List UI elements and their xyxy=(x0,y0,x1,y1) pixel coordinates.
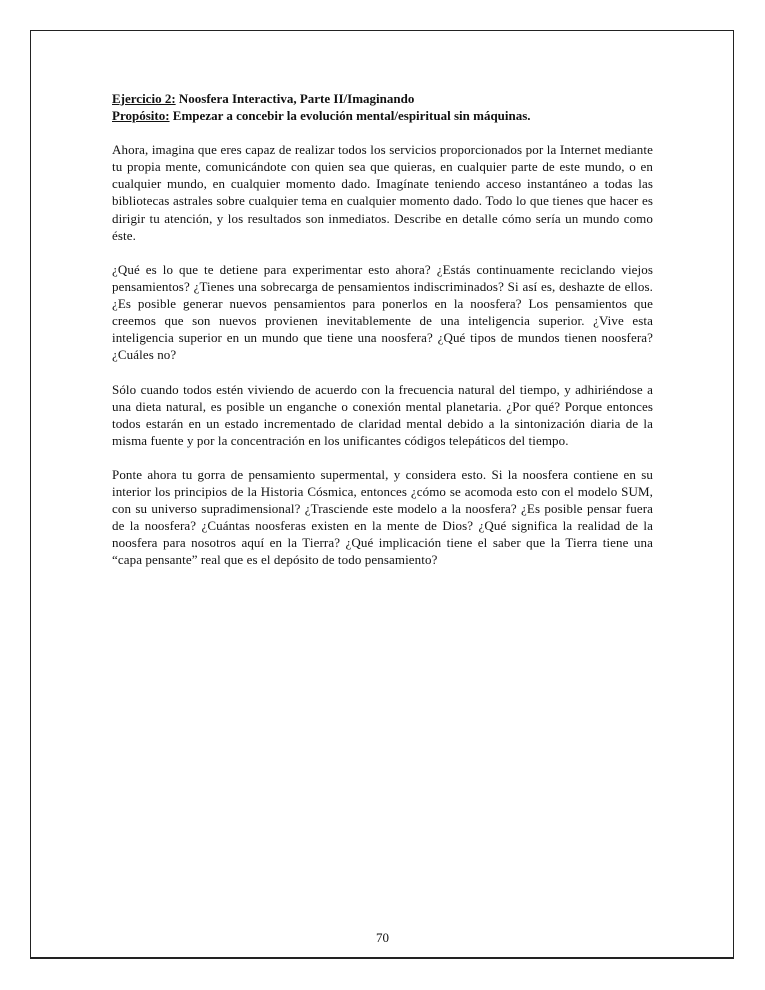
exercise-heading xyxy=(112,90,653,124)
paragraph-4: Ponte ahora tu gorra de pensamiento supermental, y considera esto. Si la noosfera contiene en su interior los principios de la Historia Cósmica, entonces ¿cómo se acomoda esto con el modelo SUM, con su universo supradimensional? ¿Trasciende este modelo a la noosfera? ¿Es posible pensar fuera de la noosfera? ¿Cuántas noosferas existen en la mente de Dios? ¿Qué significa la realidad de la noosfera para nosotros aquí en la Tierra? ¿Qué implicación tiene el saber que la Tierra tiene una “capa pensante” real que es el depósito de todo pensamiento? xyxy=(112,466,653,568)
exercise-title: Noosfera Interactiva, Parte II/Imaginando xyxy=(178,91,415,106)
purpose-text: Empezar a concebir la evolución mental/espiritual sin máquinas. xyxy=(172,108,531,124)
page-number: 70 xyxy=(376,930,389,945)
purpose-line xyxy=(112,107,653,124)
purpose-label: Propósito: xyxy=(112,108,170,124)
paragraph-2: ¿Qué es lo que te detiene para experimentar esto ahora? ¿Estás continuamente reciclando viejos pensamientos? ¿Tienes una sobrecarga de pensamientos indiscriminados? Si así es, deshazte de ellos. ¿Es posible generar nuevos pensamientos para ponerlos en la noosfera? Los pensamientos que creemos que son nuevos provienen inevitablemente de una inteligencia superior. ¿Vive esta inteligencia superior en un mundo que tiene una noosfera? ¿Qué tipos de mundos tienen noosfera? ¿Cuáles no? xyxy=(112,261,653,363)
exercise-label: Ejercicio 2: xyxy=(112,91,176,106)
exercise-title-line xyxy=(112,90,653,107)
paragraph-3: Sólo cuando todos estén viviendo de acuerdo con la frecuencia natural del tiempo, y adhiriéndose a una dieta natural, es posible un enganche o conexión mental planetaria. ¿Por qué? Porque entonces todos estarán en un estado incrementado de claridad mental debido a la sintonización diaria de la misma fuente y por la concentración en los unificantes códigos telepáticos del tiempo. xyxy=(112,381,653,448)
paragraph-1: Ahora, imagina que eres capaz de realizar todos los servicios proporcionados por la Internet mediante tu propia mente, comunicándote con quien sea que quieras, en cualquier parte de este mundo, o en cualquier mundo, en cualquier momento dado. Imagínate teniendo acceso instantáneo a todas las bibliotecas astrales sobre cualquier tema en cualquier momento dado. Todo lo que tienes que hacer es dirigir tu atención, y los resultados son inmediatos. Describe en detalle cómo sería un mundo como éste. xyxy=(112,142,653,243)
document-body xyxy=(112,90,653,586)
